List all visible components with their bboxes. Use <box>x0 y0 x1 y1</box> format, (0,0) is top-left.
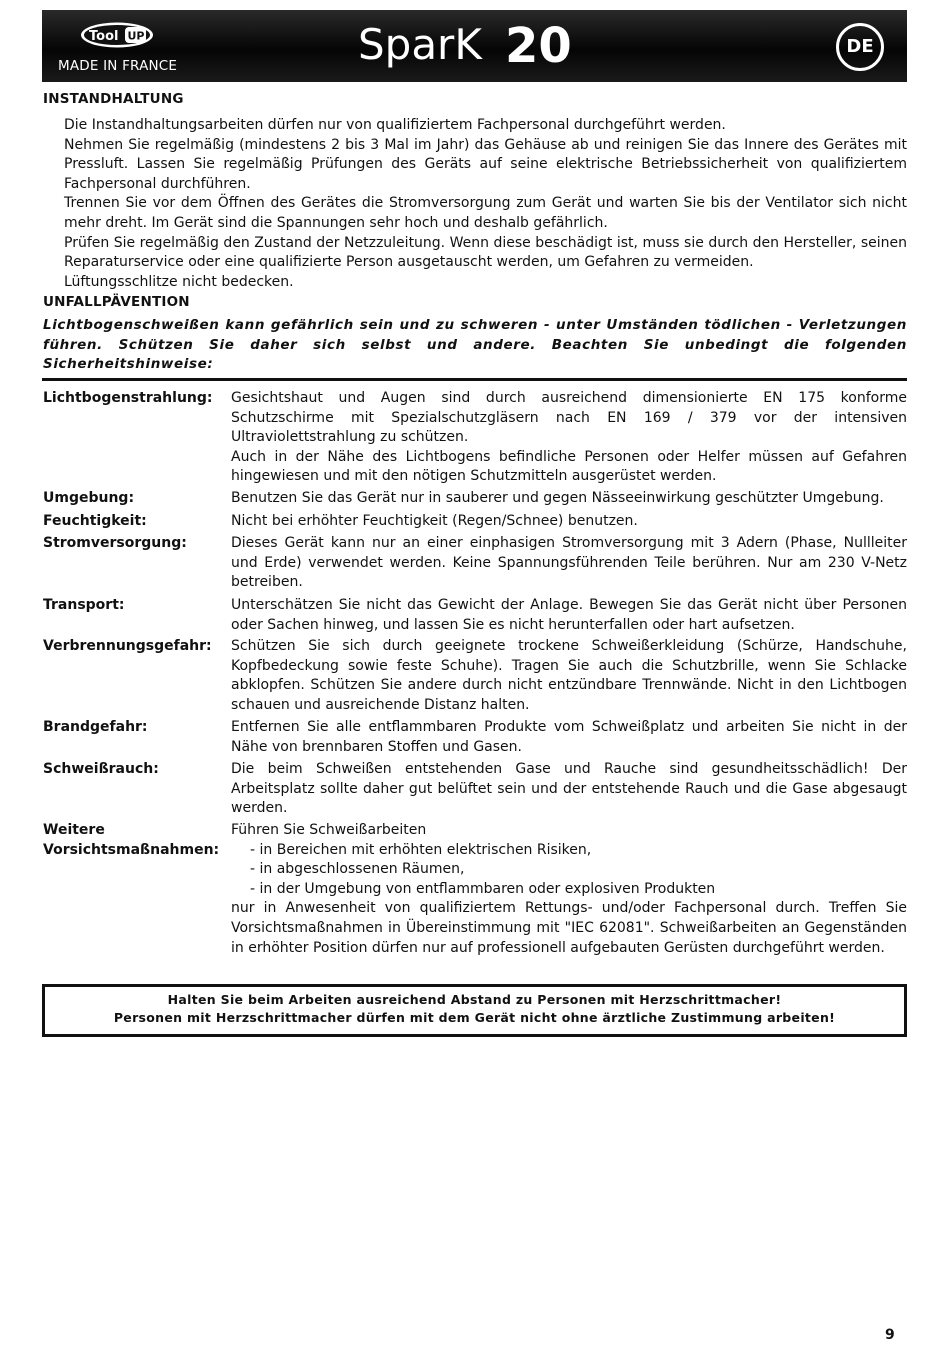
maintenance-title: INSTANDHALTUNG <box>43 91 184 107</box>
safety-item-paragraph: Nicht bei erhöhter Feuchtigkeit (Regen/Schnee) benutzen. <box>231 513 638 529</box>
page-number: 9 <box>885 1327 895 1343</box>
section-divider <box>42 378 907 381</box>
safety-item-paragraph: Die beim Schweißen entstehenden Gase und Rauche sind gesundheitsschädlich! Der Arbeitsplatz sollte daher gut belüftet sein und der entstehende Rauch und die Gase abgesaugt werden. <box>231 761 907 817</box>
product-number: 20 <box>505 18 572 74</box>
safety-intro: Lichtbogenschweißen kann gefährlich sein und zu schweren - unter Umständen tödlichen - Verletzungen führen. Schützen Sie daher sich selbst und andere. Beachten Sie unbedingt die folgenden Sicherheitshinweise: <box>43 317 907 372</box>
safety-item-text <box>231 821 907 958</box>
page-header <box>42 10 907 82</box>
svg-text:UP: UP <box>127 29 145 43</box>
safety-item-text <box>231 512 907 532</box>
accident-prevention-title: UNFALLPÄVENTION <box>43 294 190 310</box>
safety-item-label: Lichtbogenstrahlung: <box>43 390 213 406</box>
label-line: Weitere <box>43 822 105 838</box>
maintenance-paragraph: Prüfen Sie regelmäßig den Zustand der Netzzuleitung. Wenn diese beschädigt ist, muss sie durch den Hersteller, seinen Reparaturservice oder eine qualifizierte Person ausgetauscht werden, um Gefahren zu vermeiden. <box>64 234 907 271</box>
label-line: Vorsichtsmaßnahmen: <box>43 841 220 858</box>
safety-item-text <box>231 489 907 509</box>
maintenance-paragraph: Trennen Sie vor dem Öffnen des Gerätes die Stromversorgung zum Gerät und warten Sie bis der Ventilator sich nicht mehr dreht. Im Gerät sind die Spannungen sehr hoch und deshalb gefährlich. <box>64 195 907 231</box>
precautions-tail: nur in Anwesenheit von qualifiziertem Rettungs- und/oder Fachpersonal durch. Treffen Sie Vorsichtsmaßnahmen in Übereinstimmung mit "IEC 62081". Schweißarbeiten an Gegenständen in erhöhter Position dürfen nur auf professionell aufgebauten Gerüsten durchgeführt werden. <box>231 900 907 956</box>
precaution-bullet: - in abgeschlossenen Räumen, <box>250 861 465 878</box>
safety-item-paragraph: Dieses Gerät kann nur an einer einphasigen Stromversorgung mit 3 Adern (Phase, Nullleiter und Erde) verwendet werden. Keine Spannungsführenden Teile berühren. Nur am 230 V-Netz betreiben. <box>231 535 907 591</box>
maintenance-paragraph: Die Instandhaltungsarbeiten dürfen nur von qualifiziertem Fachpersonal durchgeführt werden. <box>64 117 726 133</box>
notice-line: Personen mit Herzschrittmacher dürfen mit dem Gerät nicht ohne ärztliche Zustimmung arbeiten! <box>113 1010 836 1025</box>
product-name: SparK <box>358 20 482 69</box>
maintenance-body <box>64 116 907 292</box>
safety-item-label: Verbrennungsgefahr: <box>43 638 212 654</box>
pacemaker-notice <box>42 984 907 1037</box>
safety-item-text <box>231 637 907 715</box>
precaution-bullet: - in der Umgebung von entflammbaren oder explosiven Produkten <box>250 880 716 897</box>
precautions-lead: Führen Sie Schweißarbeiten <box>231 822 427 838</box>
safety-item-text <box>231 760 907 819</box>
safety-item-label: Umgebung: <box>43 490 135 506</box>
notice-line: Halten Sie beim Arbeiten ausreichend Abstand zu Personen mit Herzschrittmacher! <box>167 992 782 1007</box>
safety-item-paragraph: Entfernen Sie alle entflammbaren Produkte vom Schweißplatz und arbeiten Sie nicht in der Nähe von brennbaren Stoffen und Gasen. <box>231 719 907 755</box>
brand-logo <box>80 22 154 48</box>
maintenance-paragraph: Nehmen Sie regelmäßig (mindestens 2 bis 3 Mal im Jahr) das Gehäuse ab und reinigen Sie das Innere des Gerätes mit Pressluft. Lassen Sie regelmäßig Prüfungen des Geräts auf seine elektrische Betriebssicherheit von qualifiziertem Fachpersonal durchführen. <box>64 136 907 192</box>
safety-item-paragraph: Schützen Sie sich durch geeignete trockene Schweißerkleidung (Schürze, Handschuhe, Kopfbedeckung sowie feste Schuhe). Tragen Sie auch die Schutzbrille, wenn Sie Schlacke abklopfen. Schützen Sie andere durch nicht entzündbare Trennwände. Nicht in den Lichtbogen schauen und ausreichende Distanz halten. <box>231 638 907 713</box>
safety-item-paragraph: Gesichtshaut und Augen sind durch ausreichend dimensionierte EN 175 konforme Schutzschirme mit Spezialschutzgläsern nach EN 169 / 379 vor der intensiven Ultraviolettstrahlung zu schützen. <box>231 390 907 446</box>
safety-item-paragraph: Benutzen Sie das Gerät nur in sauberer und gegen Nässeeinwirkung geschützter Umgebung. <box>231 490 884 506</box>
precaution-bullet: - in Bereichen mit erhöhten elektrischen Risiken, <box>250 841 592 858</box>
safety-item-paragraph: Unterschätzen Sie nicht das Gewicht der Anlage. Bewegen Sie das Gerät nicht über Personen oder Sachen hinweg, und lassen Sie es nicht herunterfallen oder hart aufsetzen. <box>231 597 907 633</box>
safety-item-label: Stromversorgung: <box>43 535 187 551</box>
safety-item-label <box>43 821 229 860</box>
safety-item-paragraph: Auch in der Nähe des Lichtbogens befindliche Personen oder Helfer müssen auf Gefahren hingewiesen und mit den nötigen Schutzmitteln ausgerüstet werden. <box>231 448 907 485</box>
safety-item-text <box>231 389 907 487</box>
safety-item-label: Brandgefahr: <box>43 719 148 735</box>
maintenance-paragraph: Lüftungsschlitze nicht bedecken. <box>64 273 294 290</box>
made-in-france: MADE IN FRANCE <box>58 58 178 74</box>
language-badge: DE <box>836 23 884 71</box>
safety-item-label: Schweißrauch: <box>43 761 159 777</box>
safety-item-text <box>231 596 907 635</box>
safety-item-text <box>231 718 907 757</box>
svg-text:Tool: Tool <box>89 29 119 44</box>
safety-item-label: Transport: <box>43 597 125 613</box>
safety-item-label: Feuchtigkeit: <box>43 513 147 529</box>
safety-item-text <box>231 534 907 593</box>
